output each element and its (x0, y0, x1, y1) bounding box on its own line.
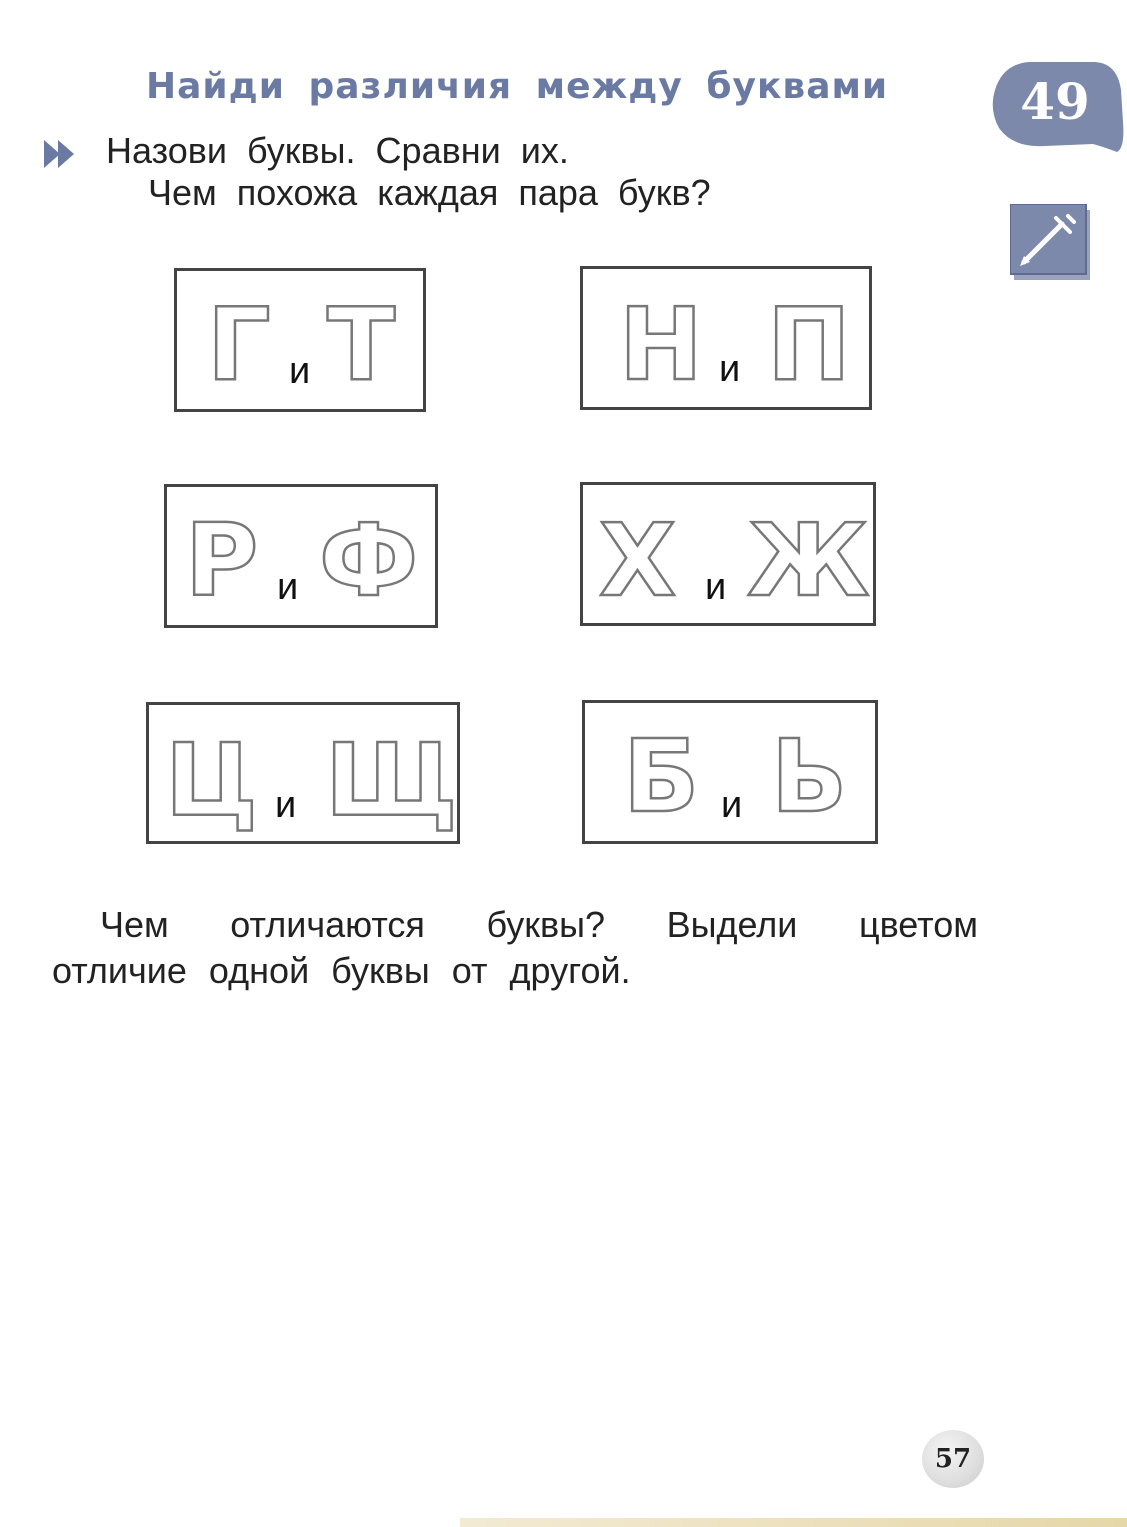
instruction-line-1: Назови буквы. Сравни их. (106, 130, 569, 171)
double-arrow-icon (44, 140, 80, 168)
letter-second: Ь (771, 718, 848, 835)
letter-pair-g-t (174, 268, 426, 412)
conjunction: и (721, 784, 743, 826)
letter-first: Н (619, 286, 703, 403)
letter-first: Б (623, 718, 700, 835)
pencil-icon (1010, 204, 1092, 280)
letter-pair-r-f (164, 484, 438, 628)
letter-first: Г (207, 286, 271, 403)
question-line-1 (100, 904, 978, 946)
lesson-badge (985, 60, 1125, 156)
conjunction: и (289, 350, 311, 392)
letter-pair-b-soft-sign (582, 700, 878, 844)
letter-first: Х (599, 502, 677, 619)
conjunction: и (705, 566, 727, 608)
letter-pair-h-zh (580, 482, 876, 626)
conjunction: и (719, 348, 741, 390)
letter-first: Р (185, 502, 259, 619)
letter-second: П (767, 286, 851, 403)
conjunction: и (277, 566, 299, 608)
question-line-2: отличие одной буквы от другой. (52, 950, 631, 991)
letter-second: Ф (319, 502, 419, 619)
instruction-line-2: Чем похожа каждая пара букв? (148, 172, 711, 213)
question-word: цветом (858, 904, 978, 945)
letter-second: Ж (747, 502, 870, 619)
question-word: Выдели (666, 904, 798, 945)
question-word: буквы? (486, 904, 606, 945)
page-title: Найди различия между буквами (146, 66, 889, 107)
letter-first: Ц (165, 722, 258, 839)
letter-pair-n-p (580, 266, 872, 410)
page-number: 57 (922, 1430, 984, 1488)
letter-pair-ts-shch (146, 702, 460, 844)
page-edge (460, 1518, 1127, 1527)
lesson-number: 49 (1020, 72, 1090, 131)
question-word: отличаются (230, 904, 425, 945)
question-word: Чем (100, 904, 169, 945)
letter-second: Т (327, 286, 396, 403)
letter-second: Щ (325, 722, 458, 839)
conjunction: и (275, 784, 297, 826)
